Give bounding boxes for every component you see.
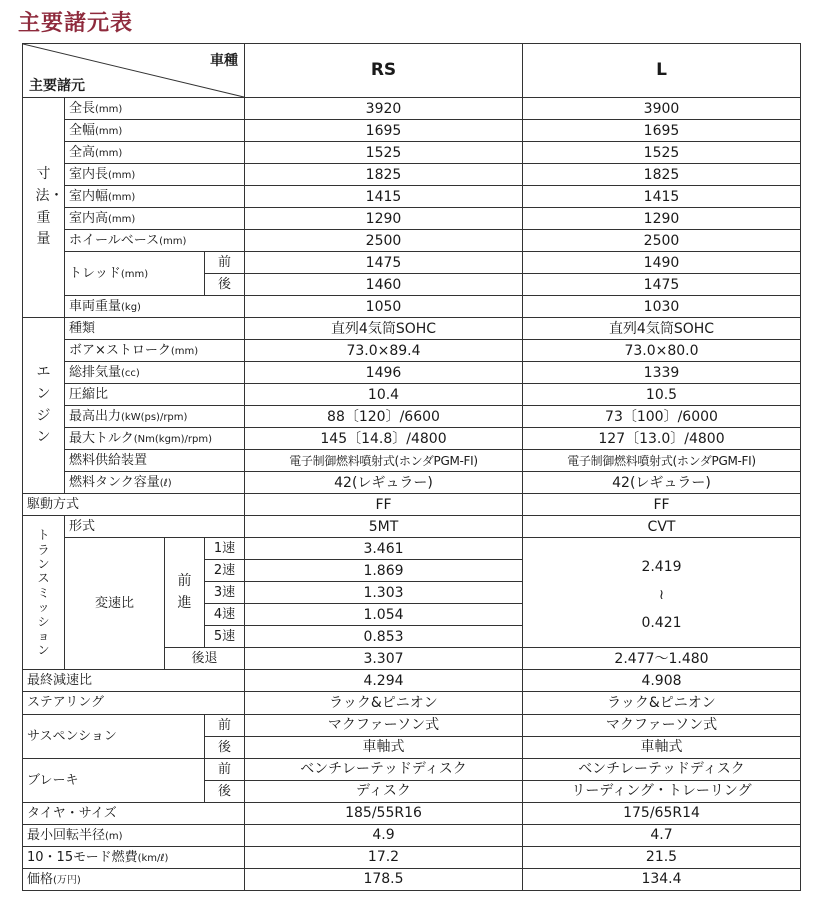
rs-length: 3920 [245,98,523,120]
l-bore: 73.0×80.0 [523,340,801,362]
label-brake: ブレーキ [23,758,205,802]
rs-brake-rear: ディスク [245,780,523,802]
rs-tank: 42(レギュラー) [245,472,523,494]
rs-steering: ラック&ピニオン [245,692,523,714]
row-weight: 車両重量(kg) 1050 1030 [23,296,801,318]
rs-bore: 73.0×89.4 [245,340,523,362]
label-form: 形式 [65,516,245,538]
row-max-torque: 最大トルク(Nm(kgm)/rpm) 145〔14.8〕/4800 127〔13.0〕/4800 [23,428,801,450]
label-int-height: 室内高 [69,211,109,227]
label-reverse: 後退 [165,648,245,670]
rs-compression: 10.4 [245,384,523,406]
label-int-width: 室内幅 [69,189,109,205]
label-wheelbase: ホイールベース [69,233,160,249]
label-fuel: 10・15モード燃費 [27,849,138,865]
label-ratio: 変速比 [65,538,165,670]
l-fuel: 21.5 [523,846,801,868]
l-drive: FF [523,494,801,516]
row-fuel: 10・15モード燃費(km/ℓ) 17.2 21.5 [23,846,801,868]
label-gear-1: 1速 [205,538,245,560]
row-wheelbase: ホイールベース(mm) 2500 2500 [23,230,801,252]
label-final: 最終減速比 [23,670,245,692]
label-forward: 前進 [165,538,205,648]
rs-int-length: 1825 [245,164,523,186]
category-engine: エンジン [23,318,65,494]
rs-fuel-system: 電子制御燃料噴射式(ホンダPGM-FI) [245,450,523,472]
row-length: 寸法・重量 全長(mm) 3920 3900 [23,98,801,120]
rs-tread-rear: 1460 [245,274,523,296]
l-turning: 4.7 [523,824,801,846]
label-gear-2: 2速 [205,560,245,582]
rs-drive: FF [245,494,523,516]
column-header-rs: RS [245,44,523,98]
label-int-length: 室内長 [69,167,109,183]
page-title: 主要諸元表 [18,11,134,36]
rs-susp-rear: 車軸式 [245,736,523,758]
row-max-power: 最高出力(kW(ps)/rpm) 88〔120〕/6600 73〔100〕/6000 [23,406,801,428]
header-corner [23,44,245,98]
l-brake-front: ベンチレーテッドディスク [523,758,801,780]
l-int-height: 1290 [523,208,801,230]
rs-gear-1: 3.461 [245,538,523,560]
rs-fuel: 17.2 [245,846,523,868]
rs-gear-5: 0.853 [245,626,523,648]
rs-displacement: 1496 [245,362,523,384]
l-max-torque: 127〔13.0〕/4800 [523,428,801,450]
row-tread-front: トレッド(mm) 前 1475 1490 [23,252,801,274]
row-steering [23,692,801,714]
rs-weight: 1050 [245,296,523,318]
spec-table [22,43,801,891]
l-brake-rear: リーディング・トレーリング [523,780,801,802]
l-tank: 42(レギュラー) [523,472,801,494]
row-susp-front [23,714,801,736]
rs-tread-front: 1475 [245,252,523,274]
rs-turning: 4.9 [245,824,523,846]
label-turning: 最小回転半径 [27,827,106,843]
label-max-power: 最高出力 [69,409,122,425]
row-height: 全高(mm) 1525 1525 [23,142,801,164]
rs-form: 5MT [245,516,523,538]
rs-int-height: 1290 [245,208,523,230]
rs-type: 直列4気筒SOHC [245,318,523,340]
header-row [23,44,801,98]
row-tire [23,802,801,824]
rs-width: 1695 [245,120,523,142]
label-max-torque: 最大トルク [69,431,134,447]
row-fuel-system [23,450,801,472]
rs-gear-3: 1.303 [245,582,523,604]
label-susp-front: 前 [205,714,245,736]
row-brake-front [23,758,801,780]
rs-max-power: 88〔120〕/6600 [245,406,523,428]
l-final: 4.908 [523,670,801,692]
row-drive [23,494,801,516]
label-tire: タイヤ・サイズ [23,802,245,824]
label-displacement: 総排気量 [69,365,122,381]
l-width: 1695 [523,120,801,142]
row-int-height: 室内高(mm) 1290 1290 [23,208,801,230]
l-form: CVT [523,516,801,538]
l-weight: 1030 [523,296,801,318]
label-gear-3: 3速 [205,582,245,604]
l-displacement: 1339 [523,362,801,384]
row-bore: ボア×ストローク(mm) 73.0×89.4 73.0×80.0 [23,340,801,362]
row-width: 全幅(mm) 1695 1695 [23,120,801,142]
l-tire: 175/65R14 [523,802,801,824]
label-suspension: サスペンション [23,714,205,758]
rs-gear-4: 1.054 [245,604,523,626]
l-tread-rear: 1475 [523,274,801,296]
rs-gear-2: 1.869 [245,560,523,582]
l-ratio-high: 2.419 [641,558,682,575]
rs-height: 1525 [245,142,523,164]
label-length: 全長 [69,101,96,117]
row-type [23,318,801,340]
rs-brake-front: ベンチレーテッドディスク [245,758,523,780]
l-height: 1525 [523,142,801,164]
l-fuel-system: 電子制御燃料噴射式(ホンダPGM-FI) [523,450,801,472]
l-int-length: 1825 [523,164,801,186]
l-ratio-range [523,538,801,648]
rs-price: 178.5 [245,868,523,890]
rs-susp-front: マクファーソン式 [245,714,523,736]
column-header-l: L [523,44,801,98]
l-susp-front: マクファーソン式 [523,714,801,736]
row-gear-1 [23,538,801,560]
label-gear-4: 4速 [205,604,245,626]
l-ratio-tilde: ≀ [658,586,665,603]
l-steering: ラック&ピニオン [523,692,801,714]
row-compression [23,384,801,406]
rs-wheelbase: 2500 [245,230,523,252]
label-fuel-system: 燃料供給装置 [65,450,245,472]
label-susp-rear: 後 [205,736,245,758]
row-turning: 最小回転半径(m) 4.9 4.7 [23,824,801,846]
row-form [23,516,801,538]
row-displacement: 総排気量(cc) 1496 1339 [23,362,801,384]
label-tread-front: 前 [205,252,245,274]
l-compression: 10.5 [523,384,801,406]
label-bore: ボア×ストローク [69,343,171,359]
model-label: 車種 [210,53,238,69]
row-final [23,670,801,692]
label-width: 全幅 [69,123,96,139]
rs-int-width: 1415 [245,186,523,208]
l-max-power: 73〔100〕/6000 [523,406,801,428]
label-brake-front: 前 [205,758,245,780]
label-price: 価格 [27,871,54,887]
l-reverse: 2.477〜1.480 [523,648,801,670]
row-int-width: 室内幅(mm) 1415 1415 [23,186,801,208]
rs-reverse: 3.307 [245,648,523,670]
label-tank: 燃料タンク容量 [69,475,160,491]
category-transmission: トランスミッション [23,516,65,670]
row-tank: 燃料タンク容量(ℓ) 42(レギュラー) 42(レギュラー) [23,472,801,494]
row-price: 価格(万円) 178.5 134.4 [23,868,801,890]
l-type: 直列4気筒SOHC [523,318,801,340]
rs-tire: 185/55R16 [245,802,523,824]
l-length: 3900 [523,98,801,120]
l-ratio-low: 0.421 [641,614,682,631]
l-int-width: 1415 [523,186,801,208]
row-int-length: 室内長(mm) 1825 1825 [23,164,801,186]
label-tread-rear: 後 [205,274,245,296]
label-brake-rear: 後 [205,780,245,802]
rs-max-torque: 145〔14.8〕/4800 [245,428,523,450]
rs-final: 4.294 [245,670,523,692]
label-drive: 駆動方式 [23,494,245,516]
l-price: 134.4 [523,868,801,890]
label-compression: 圧縮比 [65,384,245,406]
label-tread: トレッド [69,266,121,282]
l-tread-front: 1490 [523,252,801,274]
label-weight: 車両重量 [69,299,122,315]
label-type: 種類 [65,318,245,340]
spec-label: 主要諸元 [29,78,85,95]
label-gear-5: 5速 [205,626,245,648]
label-height: 全高 [69,145,96,161]
l-wheelbase: 2500 [523,230,801,252]
label-steering: ステアリング [23,692,245,714]
category-dimensions: 寸法・重量 [23,98,65,318]
l-susp-rear: 車軸式 [523,736,801,758]
